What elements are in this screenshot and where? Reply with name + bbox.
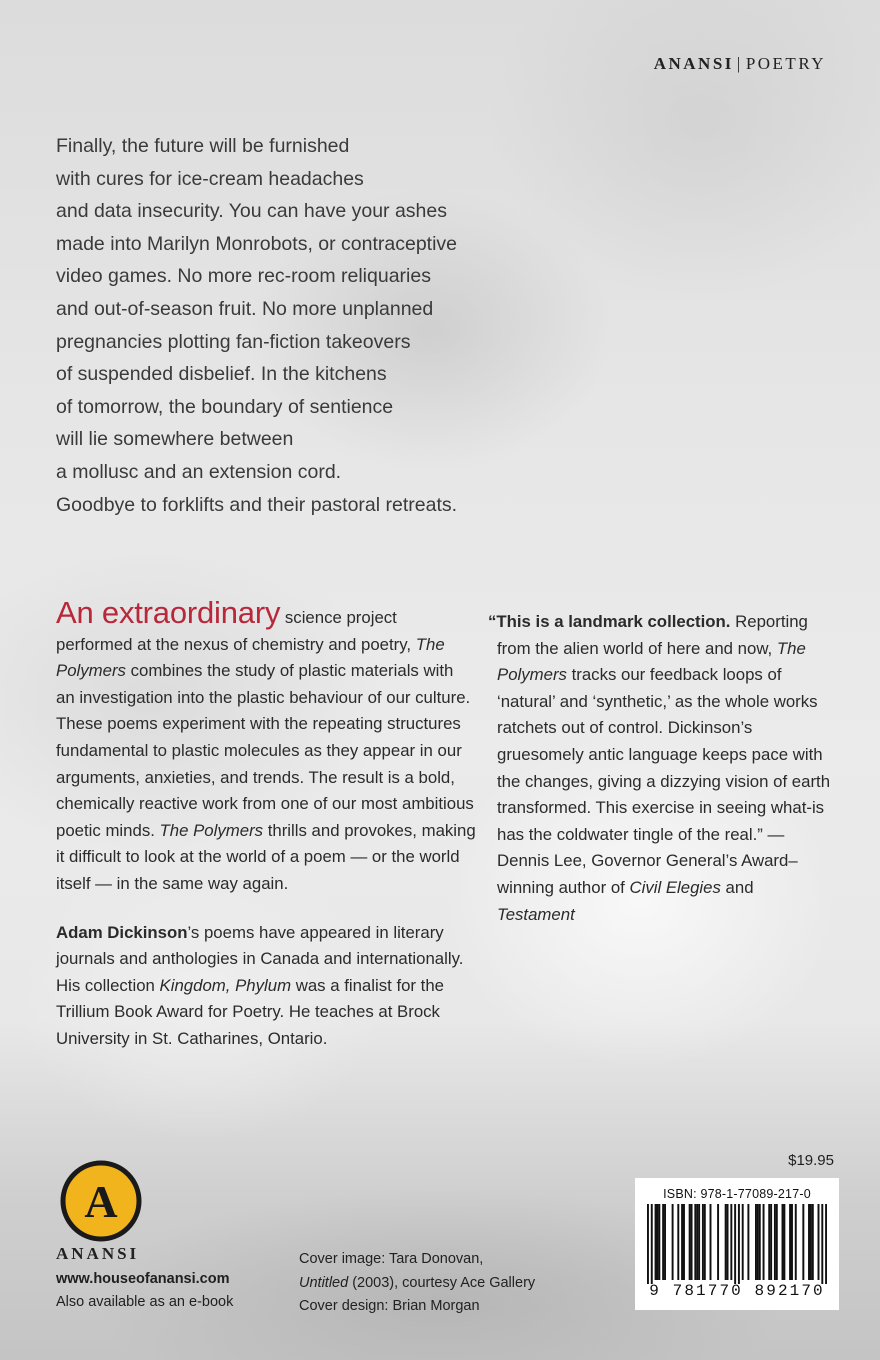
barcode-bar <box>702 1204 704 1280</box>
imprint-label: POETRY <box>745 54 826 73</box>
barcode-bar <box>734 1204 736 1284</box>
barcode-bar <box>789 1204 791 1280</box>
poem-line: Goodbye to forklifts and their pastoral retreats. <box>56 493 458 516</box>
barcode-bar <box>763 1204 765 1280</box>
cover-credits <box>299 1248 535 1319</box>
publisher-name: ANANSI <box>653 54 734 73</box>
barcode-bar <box>704 1204 706 1280</box>
publisher-website[interactable]: www.houseofanansi.com <box>56 1271 230 1287</box>
poem-line: video games. No more rec-room reliquaries <box>56 265 431 288</box>
poem-line: with cures for ice-cream headaches <box>56 167 364 190</box>
barcode-bars <box>647 1204 827 1284</box>
barcode-bar <box>651 1204 653 1284</box>
barcode-bar <box>755 1204 757 1280</box>
barcode-bar <box>672 1204 674 1280</box>
endorsement-quote: “This is a landmark collection. Reporting from the alien world of here and now, The Polymers tracks our feedback loops of ‘natural’ and ‘synthetic,’ as the whole works ratchets out of control. Dickinson’s gruesomely antic language keeps pace with the changes, giving a dizzying vision of earth transformed. This exercise in seeing what-is has the coldwater tingle of the real.” — Dennis Lee, Governor General’s Award–winning author of Civil Elegies and Testament <box>488 612 831 924</box>
barcode-bar <box>681 1204 683 1280</box>
logo-wordmark: ANANSI <box>56 1244 140 1263</box>
barcode-bar <box>818 1204 820 1280</box>
barcode-bar <box>770 1204 772 1280</box>
barcode-bar <box>725 1204 727 1280</box>
barcode-bar <box>757 1204 759 1280</box>
ebook-note: Also available as an e-book <box>56 1294 234 1310</box>
barcode-bar <box>647 1204 649 1284</box>
barcode-bar <box>802 1204 804 1280</box>
poem-line: of suspended disbelief. In the kitchens <box>56 363 387 386</box>
poem-excerpt <box>56 130 516 521</box>
barcode-bar <box>795 1204 797 1280</box>
barcode-bar <box>658 1204 660 1280</box>
quoted-book-title: Civil Elegies <box>629 877 721 897</box>
barcode-bar <box>808 1204 810 1280</box>
barcode-bar <box>791 1204 793 1280</box>
book-title: The Polymers <box>56 634 445 681</box>
poem-line: Finally, the future will be furnished <box>56 135 350 157</box>
barcode-bar <box>759 1204 761 1280</box>
barcode-bar <box>662 1204 664 1280</box>
poem-line: of tomorrow, the boundary of sentience <box>56 395 394 418</box>
cover-design-credit: Cover design: Brian Morgan <box>299 1298 480 1314</box>
anansi-logo-icon <box>60 1160 142 1242</box>
cover-image-credit: Cover image: Tara Donovan, <box>299 1251 484 1267</box>
artwork-credit: Untitled (2003), courtesy Ace Gallery <box>299 1274 536 1291</box>
isbn-label: ISBN: 978-1-77089-217-0 <box>663 1187 811 1201</box>
book-description <box>56 595 476 1053</box>
poem-line: and out-of-season fruit. No more unplanned <box>56 297 434 320</box>
poem-line: made into Marilyn Monrobots, or contraceptive <box>56 232 458 255</box>
previous-book-title: Kingdom, Phylum <box>159 975 292 995</box>
barcode-bar <box>691 1204 693 1280</box>
barcode-bar <box>683 1204 685 1280</box>
barcode-bar <box>696 1204 698 1280</box>
artwork-title: Untitled <box>299 1274 349 1291</box>
barcode-bar <box>774 1204 776 1280</box>
barcode-bar <box>689 1204 691 1280</box>
quote-headline: “This is a landmark collection. <box>488 612 731 631</box>
poem-line: pregnancies plotting fan-fiction takeovers <box>56 330 411 353</box>
logo-letter: A <box>84 1176 118 1227</box>
barcode-bar <box>747 1204 749 1280</box>
book-title: The Polymers <box>497 638 806 685</box>
barcode-bar <box>655 1204 657 1280</box>
barcode-bar <box>664 1204 666 1280</box>
barcode-bar <box>710 1204 712 1280</box>
ean-digits: 9 781770 892170 <box>649 1282 825 1300</box>
author-name: Adam Dickinson <box>56 922 188 942</box>
barcode-bar <box>738 1204 740 1284</box>
description-lead: An extraordinary <box>56 595 281 630</box>
barcode-bar <box>698 1204 700 1280</box>
barcode-bar <box>727 1204 729 1280</box>
barcode-bar <box>768 1204 770 1280</box>
barcode-bar <box>717 1204 719 1280</box>
barcode-bar <box>742 1204 744 1280</box>
imprint-separator: | <box>736 54 743 73</box>
price: $19.95 <box>788 1152 834 1169</box>
barcode-bar <box>782 1204 784 1280</box>
barcode-bar <box>821 1204 823 1284</box>
author-bio: Adam Dickinson’s poems have appeared in literary journals and anthologies in Canada and internationally. His collection Kingdom, Phylum was a finalist for the Trillium Book Award for Poetry. He teaches at Brock University in St. Catharines, Ontario. <box>56 922 464 1048</box>
barcode-bar <box>677 1204 679 1280</box>
barcode-bar <box>783 1204 785 1280</box>
poem-line: will lie somewhere between <box>56 428 294 451</box>
barcode-bar <box>825 1204 827 1284</box>
barcode-bar <box>730 1204 732 1280</box>
barcode-bar <box>810 1204 812 1280</box>
barcode-bar <box>694 1204 696 1280</box>
barcode-bar <box>776 1204 778 1280</box>
poem-line: a mollusc and an extension cord. <box>56 460 342 483</box>
publisher-imprint <box>654 54 826 74</box>
barcode-bar <box>812 1204 814 1280</box>
barcode-bar <box>656 1204 658 1280</box>
quoted-book-title: Testament <box>497 904 575 924</box>
poem-line: and data insecurity. You can have your ashes <box>56 200 447 223</box>
isbn-barcode <box>635 1178 839 1310</box>
description-paragraph: An extraordinary science project performed at the nexus of chemistry and poetry, The Polymers combines the study of plastic materials with an investigation into the plastic behaviour of our culture. These poems experiment with the repeating structures fundamental to plastic molecules as they appear in our arguments, anxieties, and trends. The result is a bold, chemically reactive work from one of our most ambitious poetic minds. The Polymers thrills and provokes, making it difficult to look at the world of a poem — or the world itself — in the same way again. <box>56 595 476 893</box>
book-title: The Polymers <box>159 820 264 840</box>
